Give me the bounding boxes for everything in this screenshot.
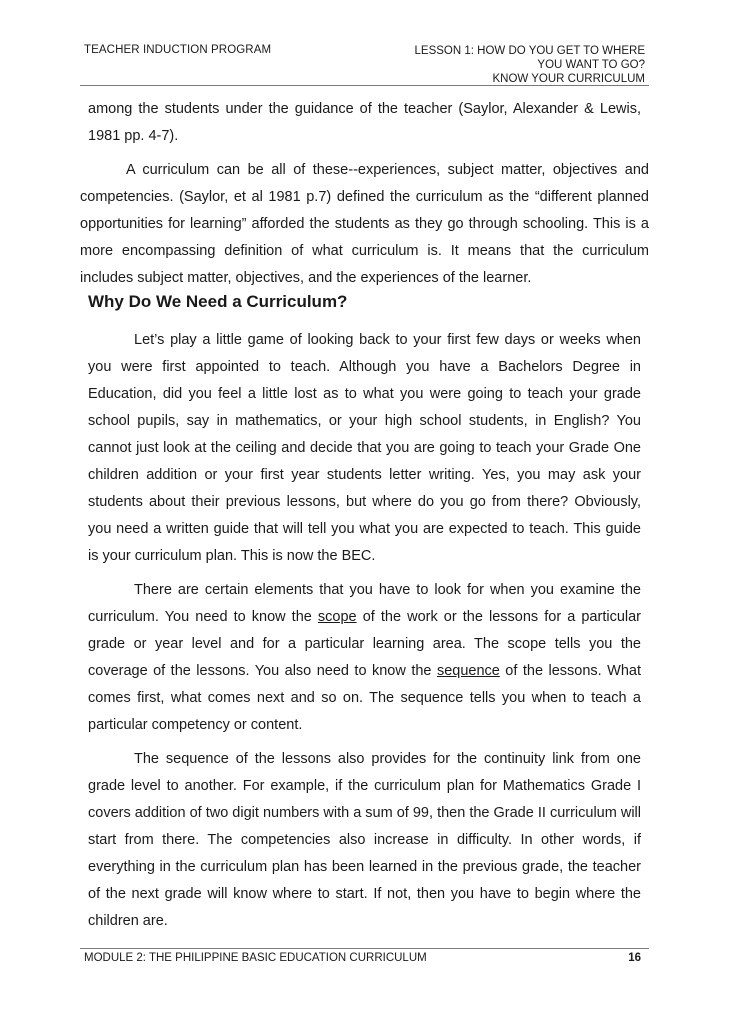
body-section-main: [80, 327, 649, 935]
header-lesson-line-1: LESSON 1: HOW DO YOU GET TO WHERE: [414, 45, 645, 57]
section-heading: Why Do We Need a Curriculum?: [88, 292, 348, 311]
scope-text-c: of the lessons. What comes first, what comes next and so on. The sequence tells you when to teach a particular competency or content.: [88, 663, 642, 733]
paragraph-continuity: The sequence of the lessons also provides for the continuity link from one grade level to another. For example, if the curriculum plan for Mathematics Grade I covers addition of two digit numbers with a sum of 99, then the Grade II curriculum will start from there. The competencies also increase in difficulty. In other words, if everything in the curriculum plan has been learned in the previous grade, the teacher of the next grade will know where to start. If not, then you have to begin where the children are.: [88, 751, 641, 929]
header-lesson-line-3: KNOW YOUR CURRICULUM: [492, 73, 645, 85]
paragraph-curriculum-definition: A curriculum can be all of these--experiences, subject matter, objectives and competencies. (Saylor, et al 1981 p.7) defined the curriculum as the “different planned opportunities for learning” afforded the students as they go through schooling. This is a more encompassing definition of what curriculum is. It means that the curriculum includes subject matter, objectives, and the experiences of the learner.: [80, 162, 649, 286]
paragraph-continuation: among the students under the guidance of the teacher (Saylor, Alexander & Lewis, 1981 pp. 4-7).: [88, 101, 641, 144]
scope-term: scope: [317, 609, 357, 625]
page-number: 16: [628, 952, 641, 964]
header-lesson-title: [385, 44, 645, 86]
paragraph-scope-sequence: [88, 577, 641, 739]
scope-text-a: There are certain elements that you have to look for when you examine the curriculum. You need to know the: [88, 582, 641, 625]
footer-module-title: MODULE 2: THE PHILIPPINE BASIC EDUCATION CURRICULUM: [84, 952, 427, 964]
header-lesson-line-2: YOU WANT TO GO?: [537, 59, 645, 71]
sequence-term: sequence: [436, 663, 500, 679]
footer-divider: [80, 948, 649, 949]
header-program-title: TEACHER INDUCTION PROGRAM: [84, 44, 272, 56]
header-divider: [80, 85, 649, 86]
body-section-top: [80, 96, 649, 292]
scope-text-b: of the work or the lessons for a particular grade or year level and for a particular learning area. The scope tells you the coverage of the lessons. You also need to know the: [88, 609, 641, 679]
paragraph-looking-back: Let’s play a little game of looking back to your first few days or weeks when you were first appointed to teach. Although you have a Bachelors Degree in Education, did you feel a little lost as to what you were going to teach your grade school pupils, say in mathematics, or your high school students, in English? You cannot just look at the ceiling and decide that you are going to teach your Grade One children addition or your first year students letter writing. Yes, you may ask your students about their previous lessons, but where do you go from there? Obviously, you need a written guide that will tell you what you are expected to teach. This guide is your curriculum plan. This is now the BEC.: [88, 332, 641, 564]
